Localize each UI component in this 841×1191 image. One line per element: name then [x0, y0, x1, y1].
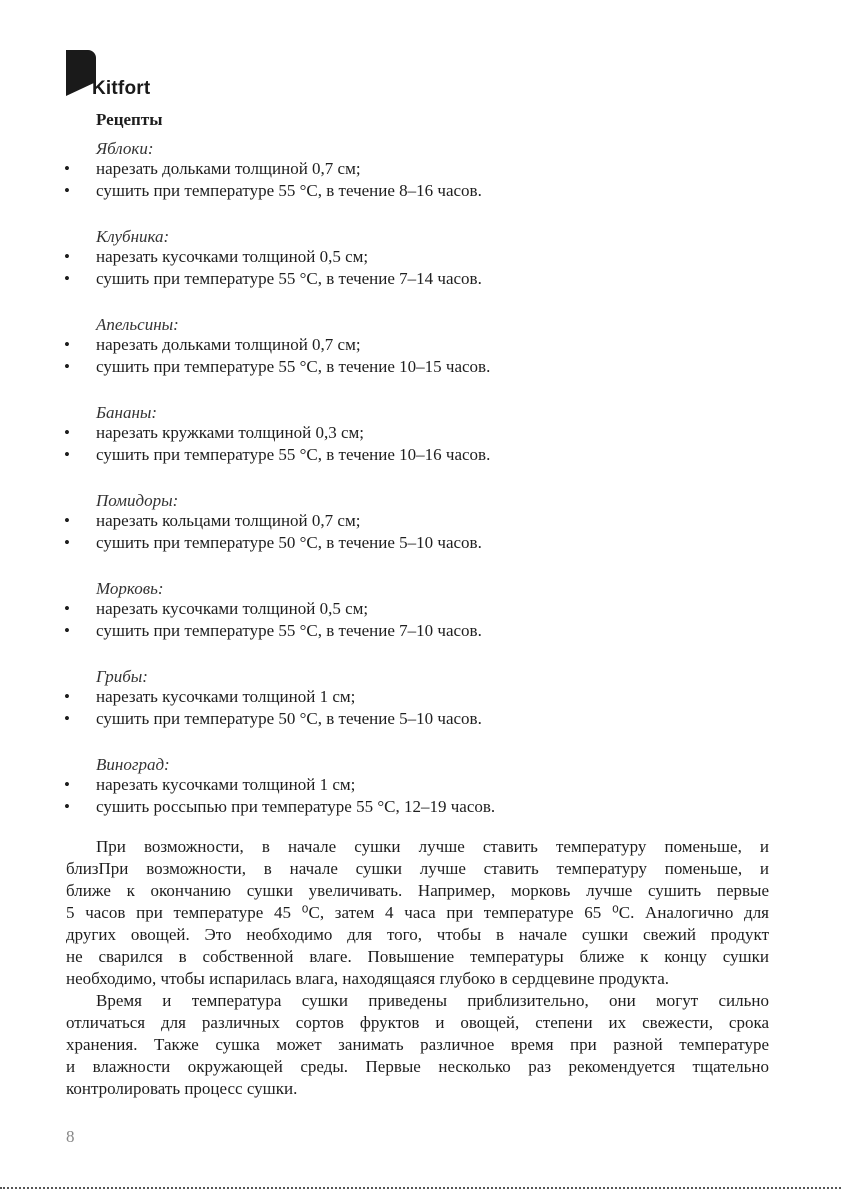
paragraph-line: При возможности, в начале сушки лучше ставить температуру поменьше, и [96, 837, 769, 856]
bullet-icon: • [64, 533, 70, 552]
recipe-step: нарезать дольками толщиной 0,7 см; [96, 159, 361, 178]
paragraph-line: и влажности окружающей среды. Первые несколько раз рекомендуется тщательно [66, 1057, 769, 1076]
recipe-step: сушить при температуре 55 °С, в течение 10–15 часов. [96, 357, 491, 376]
paragraph-line: Время и температура сушки приведены приблизительно, они могут сильно [96, 991, 769, 1010]
paragraph-line: близПри возможности, в начале сушки лучше ставить температуру поменьше, и [66, 859, 769, 878]
kitfort-logo [66, 50, 206, 104]
paragraph-line: ближе к окончанию сушки увеличивать. Например, морковь лучше сушить первые [66, 881, 769, 900]
paragraph [66, 836, 769, 990]
recipe-step: нарезать кружками толщиной 0,3 см; [96, 423, 364, 442]
paragraph-line: отличаться для различных сортов фруктов и овощей, степени их свежести, срока [66, 1013, 769, 1032]
recipe-step: сушить россыпью при температуре 55 °С, 12–19 часов. [96, 797, 496, 816]
bullet-icon: • [64, 423, 70, 442]
page-number: 8 [66, 1127, 75, 1146]
recipe-title: Грибы: [96, 667, 148, 686]
recipe-step: сушить при температуре 55 °С, в течение 7–10 часов. [96, 621, 482, 640]
recipe-step: нарезать кусочками толщиной 1 см; [96, 775, 356, 794]
bullet-icon: • [64, 269, 70, 288]
recipe-step: сушить при температуре 50 °С, в течение 5–10 часов. [96, 709, 482, 728]
recipe-title: Апельсины: [96, 315, 179, 334]
recipe-title: Морковь: [96, 579, 164, 598]
bullet-icon: • [64, 159, 70, 178]
paragraph-line: контролировать процесс сушки. [66, 1079, 298, 1098]
recipe-step: нарезать дольками толщиной 0,7 см; [96, 335, 361, 354]
logo-text: Kitfort [92, 78, 151, 99]
bullet-icon: • [64, 335, 70, 354]
recipe-title: Бананы: [96, 403, 158, 422]
bullet-icon: • [64, 357, 70, 376]
recipe-title: Клубника: [96, 227, 170, 246]
recipe-title: Помидоры: [96, 491, 179, 510]
bullet-icon: • [64, 621, 70, 640]
paragraph [66, 990, 769, 1100]
bullet-icon: • [64, 775, 70, 794]
page-heading: Рецепты [96, 110, 163, 129]
bullet-icon: • [64, 797, 70, 816]
recipe-title: Яблоки: [96, 139, 154, 158]
recipe-step: нарезать кусочками толщиной 0,5 см; [96, 599, 369, 618]
paragraph-line: 5 часов при температуре 45 ⁰С, затем 4 часа при температуре 65 ⁰С. Аналогично для [66, 903, 769, 922]
recipe-step: сушить при температуре 55 °С, в течение 8–16 часов. [96, 181, 482, 200]
bullet-icon: • [64, 445, 70, 464]
bullet-icon: • [64, 687, 70, 706]
bottom-border [0, 1187, 841, 1189]
bullet-icon: • [64, 709, 70, 728]
paragraph-line: необходимо, чтобы испарилась влага, находящаяся глубоко в сердцевине продукта. [66, 969, 669, 988]
bullet-icon: • [64, 511, 70, 530]
recipe-step: нарезать кусочками толщиной 1 см; [96, 687, 356, 706]
bullet-icon: • [64, 181, 70, 200]
recipe-step: сушить при температуре 55 °С, в течение 10–16 часов. [96, 445, 491, 464]
notes-paragraphs [66, 836, 769, 1100]
recipe-step: сушить при температуре 50 °С, в течение 5–10 часов. [96, 533, 482, 552]
recipe-step: нарезать кольцами толщиной 0,7 см; [96, 511, 361, 530]
recipe-step: нарезать кусочками толщиной 0,5 см; [96, 247, 369, 266]
bullet-icon: • [64, 599, 70, 618]
recipe-step: сушить при температуре 55 °С, в течение 7–14 часов. [96, 269, 482, 288]
paragraph-line: других овощей. Это необходимо для того, чтобы в начале сушки свежий продукт [66, 925, 769, 944]
paragraph-line: хранения. Также сушка может занимать различное время при разной температуре [66, 1035, 769, 1054]
paragraph-line: не сварился в собственной влаге. Повышение температуры ближе к концу сушки [66, 947, 769, 966]
bullet-icon: • [64, 247, 70, 266]
recipe-title: Виноград: [96, 755, 170, 774]
